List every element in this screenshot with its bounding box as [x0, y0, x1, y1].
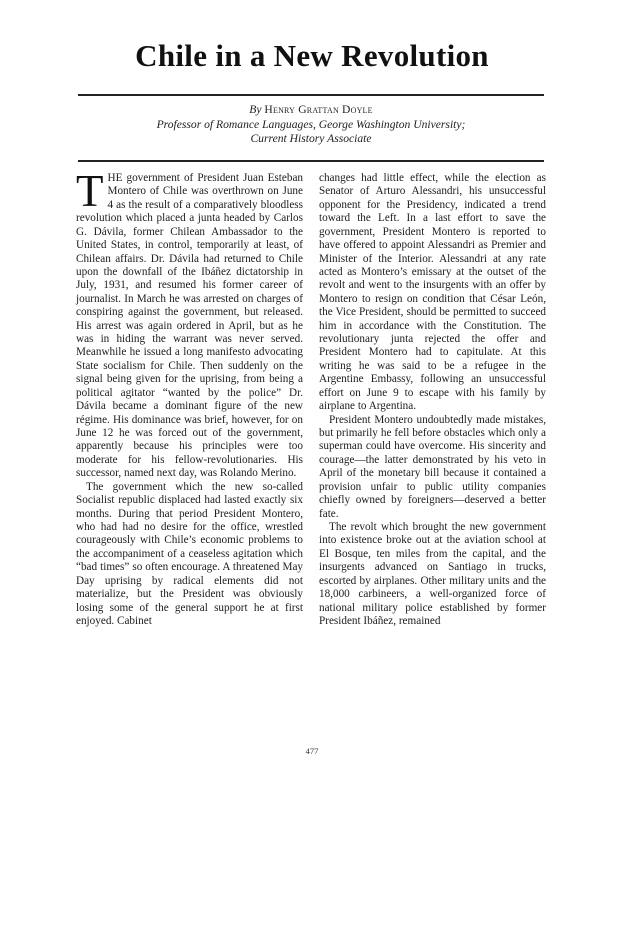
drop-cap: T [76, 166, 104, 216]
author-name: Henry Grattan Doyle [264, 103, 373, 116]
paragraph-text: government of President Juan Esteban Montero of Chile was overthrown on June 4 as the result of a comparatively bloodless revolution which placed a junta headed by Carlos G. Dávila, former Chilean Ambassador to the United States, in control, temporarily at least, of Chilean affairs. Dr. Dávila had returned to Chile upon the downfall of the Ibáñez dictatorship in July, 1931, and resumed his former career of journalist. In March he was arrested on charges of conspiring against the government, but released. His arrest was again ordered in April, but as he was in hiding the warrant was never served. Meanwhile he issued a long manifesto advocating State socialism for Chile. Then suddenly on the signal being given for the uprising, from being a political agitator “wanted by the police” Dr. Dávila became a dominant figure of the new régime. His dominance was brief, however, for on June 12 he was forced out of the government, apparently because his principles were too moderate for his fellow-revolutionaries. His successor, named next day, was Rolando Merino. [76, 172, 303, 480]
paragraph: changes had little effect, while the election as Senator of Arturo Alessandri, his unsuccessful opponent for the Presidency, indicated a trend toward the Left. In a last effort to save the government, President Montero is reported to have offered to appoint Alessandri as Premier and Minister of the Interior. Alessandri at any rate acted as Montero’s emissary at the outset of the revolt and went to the insurgents with an offer by Montero to resign on condition that César León, the Vice President, should be permitted to succeed him in accordance with the Constitution. The revolutionary junta rejected the offer and President Montero had to capitulate. At this writing he was said to be a refugee in the Argentine Embassy, following an unsuccessful effort on June 9 to escape with his family by airplane to Argentina. [319, 172, 546, 413]
paragraph: The government which the new so-called Socialist republic displaced had lasted exactly six months. During that period President Montero, who had had no desire for the office, wrestled courageously with Chile’s economic problems to the accompaniment of a ceaseless agitation which “bad times” so often encourage. A threatened May Day uprising by radical elements did not materialize, but the President was obviously losing some of the general support he at first enjoyed. Cabinet [76, 480, 303, 627]
left-column [76, 166, 303, 628]
byline-rule [78, 160, 544, 162]
page-number: 477 [305, 746, 319, 756]
paragraph [76, 166, 303, 481]
paragraph: President Montero undoubtedly made mistakes, but primarily he fell before obstacles which only a superman could have overcome. His sincerity and courage—the latter demonstrated by his veto in April of the monetary bill because it contained a provision unfair to public utility companies chiefly owned by foreigners—deserved a better fate. [319, 413, 546, 520]
right-column [319, 172, 546, 628]
article-title: Chile in a New Revolution [135, 38, 489, 73]
byline [78, 103, 544, 117]
author-affiliation: Professor of Romance Languages, George Washington University; [156, 118, 466, 131]
author-role: Current History Associate [250, 132, 372, 145]
title-rule [78, 94, 544, 96]
paragraph: The revolt which brought the new government into existence broke out at the aviation school at El Bosque, ten miles from the capital, and the insurgents advanced on Santiago in trucks, escorted by airplanes. Other military units and the 18,000 carbineers, a well-organized force of national military police established by former President Ibáñez, remained [319, 520, 546, 627]
byline-prefix: By [249, 103, 262, 116]
lead-words: HE [107, 172, 123, 184]
